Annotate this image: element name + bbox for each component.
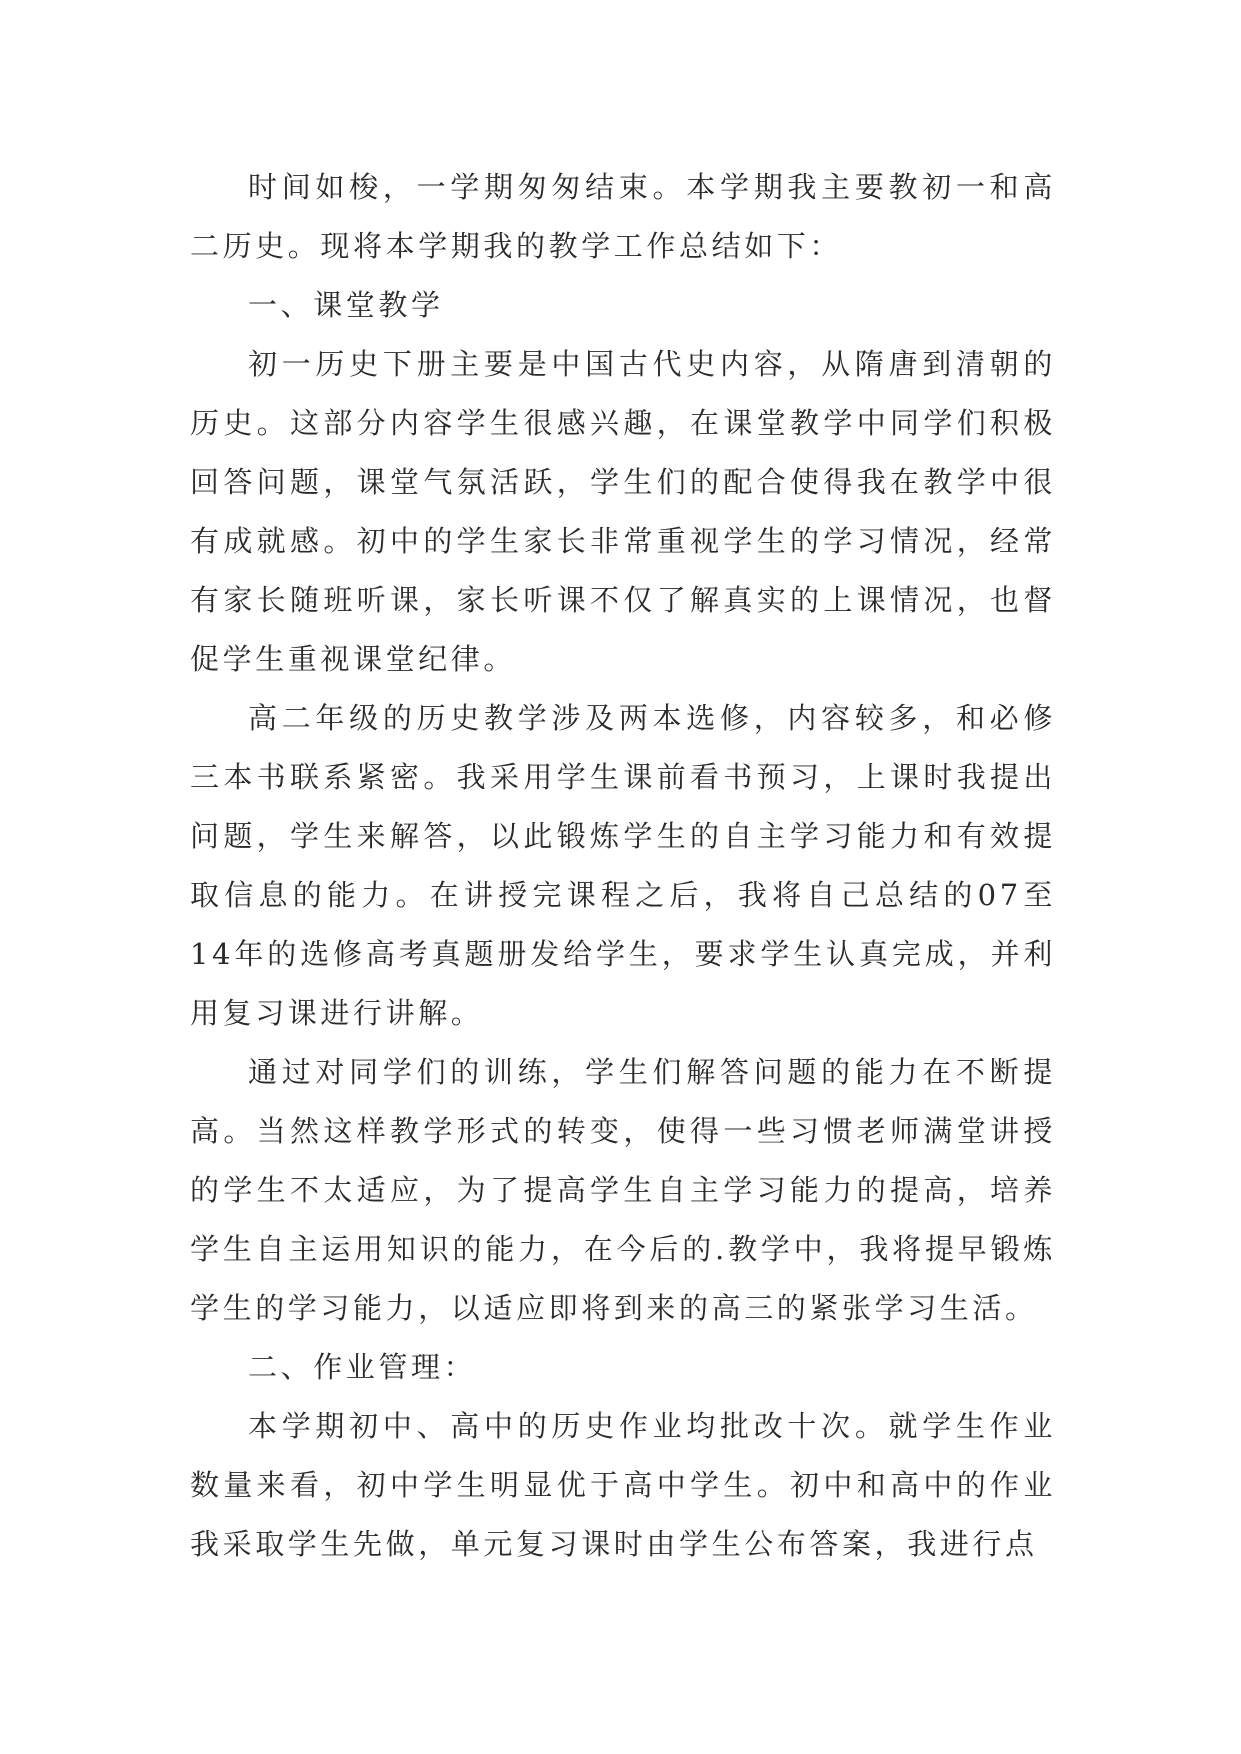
section-heading-classroom-teaching: 一、课堂教学 <box>248 288 444 322</box>
document-body <box>190 158 1056 1574</box>
paragraph-training-results: 通过对同学们的训练，学生们解答问题的能力在不断提高。当然这样教学形式的转变，使得一些习惯老师满堂讲授的学生不太适应，为了提高学生自主学习能力的提高，培养学生自主运用知识的能力，在今后的.教学中，我将提早锻炼学生的学习能力，以适应即将到来的高三的紧张学习生活。 <box>190 1055 1056 1325</box>
section-heading-homework-management: 二、作业管理： <box>248 1350 477 1384</box>
paragraph-grade-eleven-history: 高二年级的历史教学涉及两本选修，内容较多，和必修三本书联系紧密。我采用学生课前看书预习，上课时我提出问题，学生来解答，以此锻炼学生的自主学习能力和有效提取信息的能力。在讲授完课程之后，我将自己总结的07至14年的选修高考真题册发给学生，要求学生认真完成，并利用复习课进行讲解。 <box>190 701 1056 1030</box>
paragraph-intro: 时间如梭，一学期匆匆结束。本学期我主要教初一和高二历史。现将本学期我的教学工作总结如下： <box>190 170 1056 263</box>
paragraph-homework: 本学期初中、高中的历史作业均批改十次。就学生作业数量来看，初中学生明显优于高中学生。初中和高中的作业我采取学生先做，单元复习课时由学生公布答案，我进行点 <box>190 1409 1056 1561</box>
paragraph-grade-seven-history: 初一历史下册主要是中国古代史内容，从隋唐到清朝的历史。这部分内容学生很感兴趣，在课堂教学中同学们积极回答问题，课堂气氛活跃，学生们的配合使得我在教学中很有成就感。初中的学生家长非常重视学生的学习情况，经常有家长随班听课，家长听课不仅了解真实的上课情况，也督促学生重视课堂纪律。 <box>190 347 1056 676</box>
